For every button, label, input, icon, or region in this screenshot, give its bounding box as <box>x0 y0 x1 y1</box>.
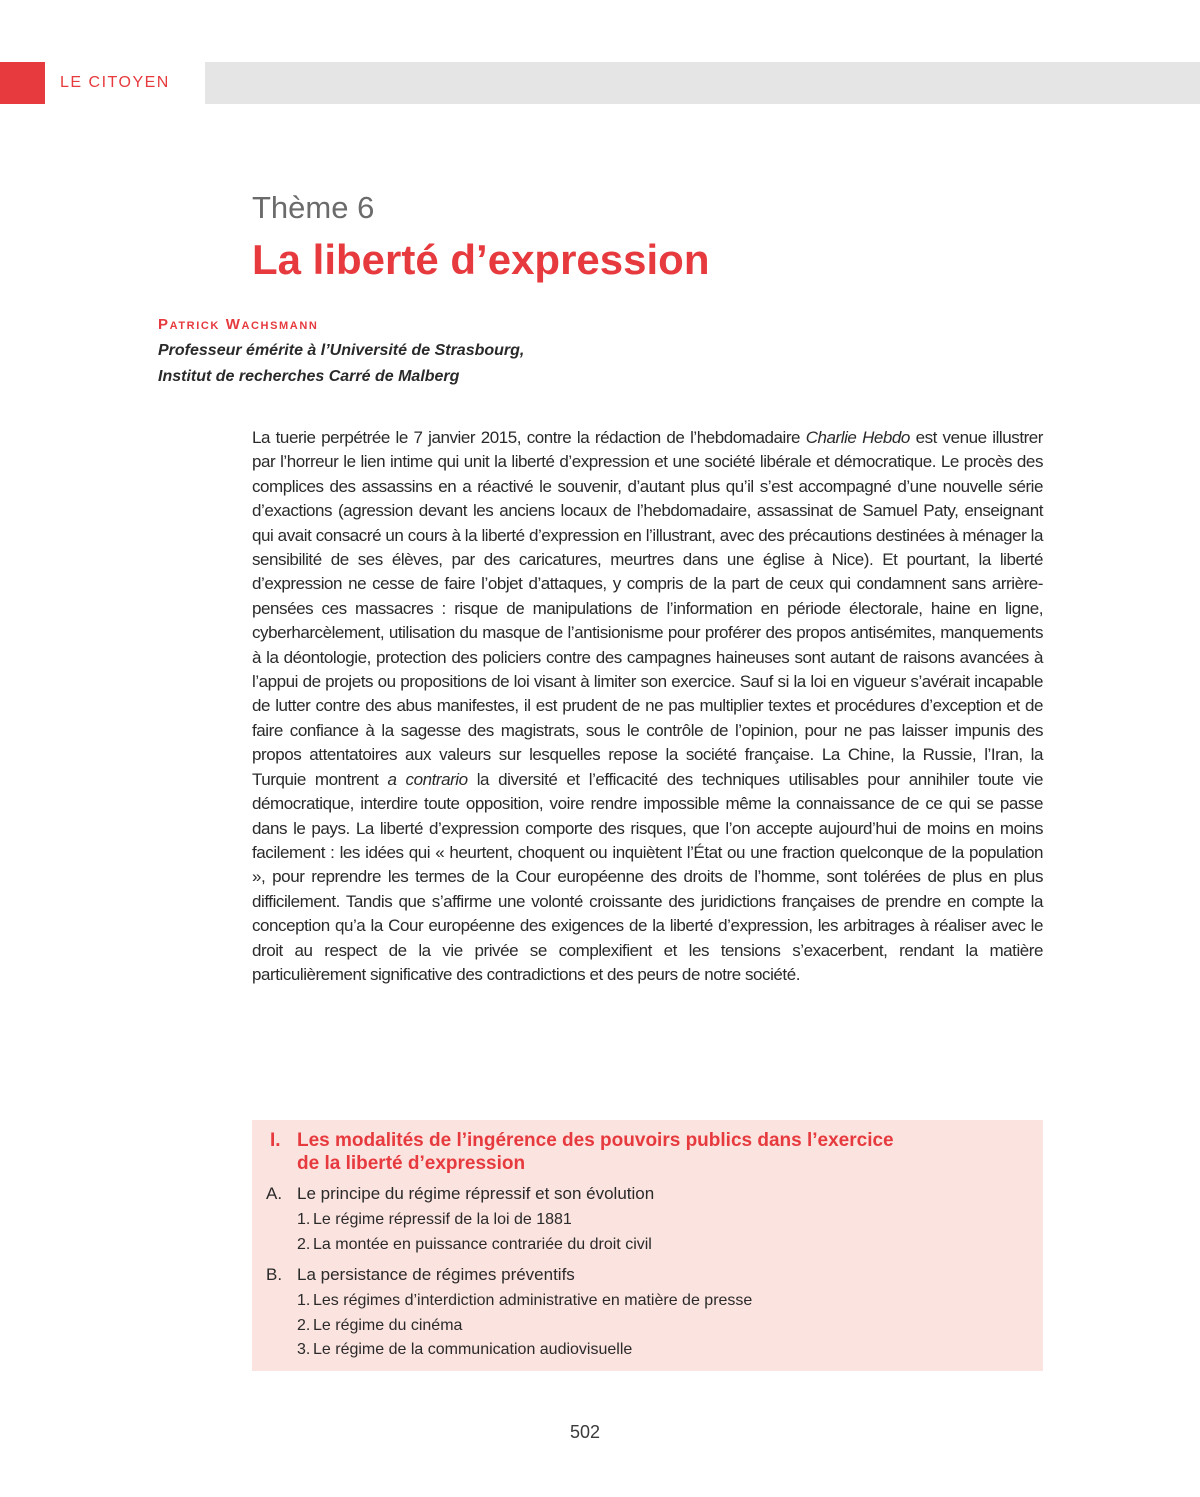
outline-subsection-title: La persistance de régimes préventifs <box>297 1265 575 1284</box>
intro-text: La tuerie perpétrée le 7 janvier 2015, contre la rédaction de l’hebdomadaire <box>252 428 806 447</box>
header-accent-block <box>0 62 45 104</box>
intro-text: est venue illustrer par l’horreur le lien intime qui unit la liberté d’expression et une société libérale et démocratique. Le procès des complices des assassins en a réactivé le souvenir, d’autant plus qu’il s’est accompagné d’une nouvelle série d’exactions (agression devant les anciens locaux de l’hebdomadaire, assassinat de Samuel Paty, enseignant qui avait consacré un cours à la liberté d’expression en l’illustrant, avec des précautions destinées à ménager la sensibilité de ses élèves, par des caricatures, meurtres dans une église à Nice). Et pourtant, la liberté d’expression ne cesse de faire l’objet d’attaques, y compris de la part de ceux qui condamnent sans arrière-pensées ces massacres : risque de manipulations de l’information en période électorale, haine en ligne, cyberharcèlement, utilisation du masque de l’antisionisme pour proférer des propos antisémites, manquements à la déontologie, protection des policiers contre des campagnes haineuses sont autant de raisons avancées à l’appui de projets ou propositions de loi visant à limiter son exercice. Sauf si la loi en vigueur s’avérait incapable de lutter contre des abus manifestes, il est prudent de ne pas multiplier textes et procédures d’exception et de faire confiance à la sagesse des magistrats, sous le contrôle de l’opinion, pour ne pas laisser impunis des propos attentatoires aux valeurs sur lesquelles repose la société française. La Chine, la Russie, l’Iran, la Turquie montrent <box>252 428 1044 789</box>
section-label: LE CITOYEN <box>60 74 170 91</box>
author-affiliation-line2: Institut de recherches Carré de Malberg <box>158 368 460 385</box>
outline-item-number: 1. <box>297 1292 311 1309</box>
outline-item-number: 2. <box>297 1236 311 1253</box>
outline-subsection-letter: B. <box>266 1265 283 1284</box>
intro-italic-publication: Charlie Hebdo <box>805 428 910 447</box>
outline-subsection-letter: A. <box>266 1184 283 1203</box>
outline-item: La montée en puissance contrariée du droit civil <box>313 1236 652 1253</box>
outline-item: Le régime de la communication audiovisuelle <box>313 1341 633 1358</box>
intro-text: la diversité et l’efficacité des techniques utilisables pour annihiler toute vie démocratique, interdire toute opposition, voire rendre impossible même la connaissance de ce qui se passe dans le pays. La liberté d’expression comporte des risques, que l’on accepte aujourd’hui de moins en moins facilement : les idées qui « heurtent, choquent ou inquiètent l’État ou une fraction quelconque de la population », pour reprendre les termes de la Cour européenne des droits de l’homme, sont tolérées de plus en plus difficilement. Tandis que s’affirme une volonté croissante des juridictions françaises de prendre en compte la conception qu’a la Cour européenne des exigences de la liberté d’expression, les arbitrages à réaliser avec le droit au respect de la vie privée se complexifient et les tensions s’exacerbent, rendant la matière particulièrement significative des contradictions et des peurs de notre société. <box>252 769 1044 984</box>
outline-section-title: de la liberté d’expression <box>297 1153 526 1174</box>
outline-item-number: 3. <box>297 1341 311 1358</box>
header-bar <box>205 62 1200 104</box>
page-title: La liberté d’expression <box>252 236 710 283</box>
outline-item-number: 2. <box>297 1317 311 1334</box>
author-affiliation-line1: Professeur émérite à l’Université de Strasbourg, <box>158 342 525 359</box>
intro-paragraph <box>252 426 1043 987</box>
theme-number: Thème 6 <box>252 190 375 225</box>
intro-italic-phrase: a contrario <box>387 769 468 789</box>
outline-section-numeral: I. <box>270 1130 281 1151</box>
outline-section-title: Les modalités de l’ingérence des pouvoirs publics dans l’exercice <box>297 1130 894 1151</box>
page-number: 502 <box>569 1422 601 1442</box>
outline-item: Les régimes d’interdiction administrative en matière de presse <box>313 1292 753 1309</box>
author-name: Patrick Wachsmann <box>158 316 319 333</box>
outline-item-number: 1. <box>297 1211 311 1228</box>
outline-item: Le régime répressif de la loi de 1881 <box>313 1211 572 1228</box>
outline-subsection-title: Le principe du régime répressif et son évolution <box>297 1184 655 1203</box>
outline-item: Le régime du cinéma <box>313 1317 463 1334</box>
